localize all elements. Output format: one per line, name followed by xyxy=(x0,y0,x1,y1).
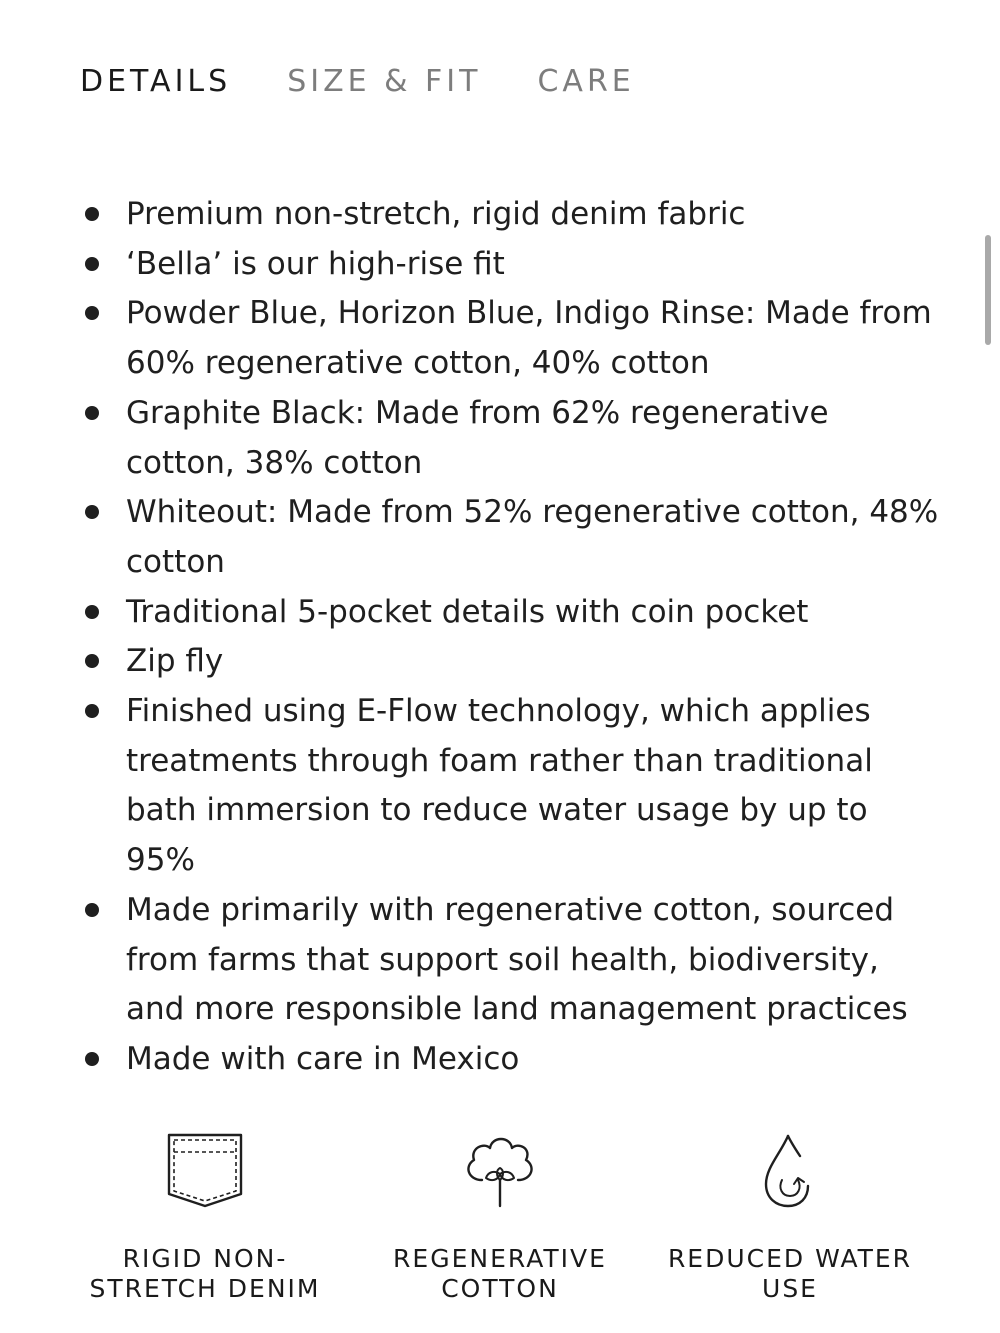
bullet-icon xyxy=(85,605,99,619)
list-item-text: Whiteout: Made from 52% regenerative cotton, 48% cotton xyxy=(126,494,939,580)
list-item xyxy=(80,687,940,886)
list-item-text: Made primarily with regenerative cotton, sourced from farms that support soil health, biodiversity, and more responsible land management practices xyxy=(126,891,908,1028)
bullet-icon xyxy=(85,903,99,917)
feature-regenerative-cotton xyxy=(355,1130,645,1304)
list-item xyxy=(80,1035,940,1085)
bullet-icon xyxy=(85,505,99,519)
bullet-icon xyxy=(85,207,99,221)
list-item-text: Traditional 5-pocket details with coin pocket xyxy=(126,593,809,630)
list-item xyxy=(80,240,940,290)
feature-label: RIGID NON-STRETCH DENIM xyxy=(89,1244,321,1303)
bullet-icon xyxy=(85,704,99,718)
list-item xyxy=(80,886,940,1035)
pocket-icon xyxy=(165,1130,245,1210)
list-item xyxy=(80,488,940,587)
feature-badges xyxy=(60,1130,940,1320)
feature-reduced-water xyxy=(645,1130,935,1304)
list-item xyxy=(80,289,940,388)
tab-size-fit[interactable]: SIZE & FIT xyxy=(287,64,482,99)
list-item-text: Premium non-stretch, rigid denim fabric xyxy=(126,196,746,232)
list-item xyxy=(80,637,940,687)
list-item-text: Finished using E-Flow technology, which applies treatments through foam rather than traditional bath immersion to reduce water usage by up to 95% xyxy=(126,693,873,879)
bullet-icon xyxy=(85,406,99,420)
list-item xyxy=(80,389,940,488)
list-item xyxy=(80,588,940,638)
details-list xyxy=(80,190,940,1085)
list-item-text: Zip fly xyxy=(126,643,224,680)
tab-bar xyxy=(80,62,635,102)
bullet-icon xyxy=(85,257,99,271)
list-item-text: Made with care in Mexico xyxy=(126,1040,520,1077)
list-item-text: ‘Bella’ is our high-rise fit xyxy=(126,245,505,282)
tab-details[interactable]: DETAILS xyxy=(80,64,232,99)
bullet-icon xyxy=(85,654,99,668)
bullet-icon xyxy=(85,1052,99,1066)
feature-label: REDUCED WATER USE xyxy=(667,1244,913,1303)
scrollbar-thumb[interactable] xyxy=(985,235,991,345)
cotton-icon xyxy=(460,1130,540,1210)
feature-label: REGENERATIVE COTTON xyxy=(393,1244,607,1303)
tab-care[interactable]: CARE xyxy=(537,64,635,99)
feature-rigid-denim xyxy=(60,1130,350,1304)
water-drop-icon xyxy=(750,1130,830,1210)
list-item-text: Graphite Black: Made from 62% regenerative cotton, 38% cotton xyxy=(126,394,829,481)
list-item xyxy=(80,190,940,240)
list-item-text: Powder Blue, Horizon Blue, Indigo Rinse: Made from 60% regenerative cotton, 40% cotton xyxy=(126,295,932,382)
bullet-icon xyxy=(85,306,99,320)
